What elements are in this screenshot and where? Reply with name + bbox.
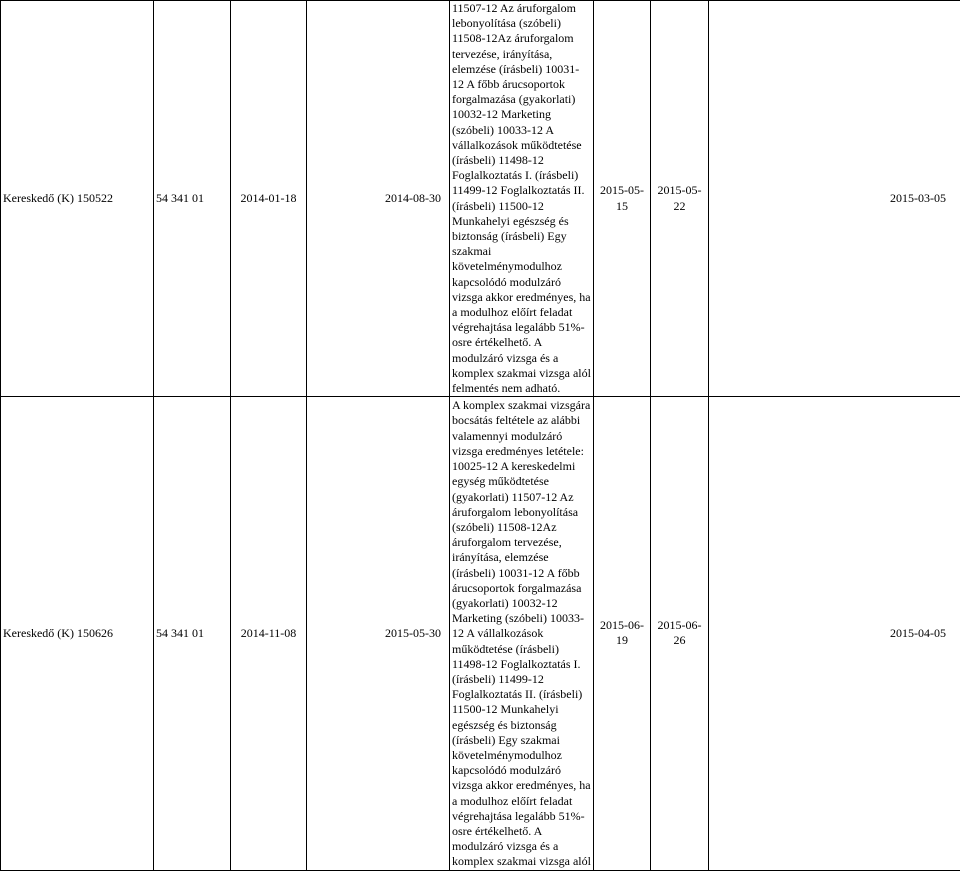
end-date-cell: 2014-08-30 <box>307 1 450 397</box>
requirements-text: 11507-12 Az áruforgalom lebonyolítása (szóbeli) 11508-12Az áruforgalom tervezése, irányítása, elemzése (írásbeli) 10031-12 A főbb árucsoportok forgalmazása (gyakorlati) 10032-12 Marketing (szóbeli) 10033-12 A vállalkozások működtetése (írásbeli) 11498-12 Foglalkoztatás I. (írásbeli) 11499-12 Foglalkoztatás II. (írásbeli) 11500-12 Munkahelyi egészség és biztonság (írásbeli) Egy szakmai követelménymodulhoz kapcsolódó modulzáró vizsga akkor eredményes, ha a modulhoz előírt feladat végrehajtása legalább 51%-osre értékelhető. A modulzáró vizsga és a komplex szakmai vizsga alól felmentés nem adható. <box>452 1 591 396</box>
written-exam-date-cell: 2015-05-15 <box>594 1 651 397</box>
course-name-cell: Kereskedő (K) 150626 <box>1 397 154 870</box>
end-date-cell: 2015-05-30 <box>307 397 450 870</box>
requirements-cell <box>450 397 594 870</box>
oral-exam-date-cell: 2015-06-26 <box>651 397 709 870</box>
start-date-cell: 2014-01-18 <box>231 1 307 397</box>
written-exam-date-cell: 2015-06-19 <box>594 397 651 870</box>
table-row <box>1 1 960 397</box>
requirements-cell <box>450 1 594 397</box>
application-deadline-cell: 2015-04-05 <box>709 397 960 870</box>
qualification-code-cell: 54 341 01 <box>154 397 231 870</box>
course-name-cell: Kereskedő (K) 150522 <box>1 1 154 397</box>
table-row <box>1 397 960 870</box>
oral-exam-date-cell: 2015-05-22 <box>651 1 709 397</box>
requirements-text: A komplex szakmai vizsgára bocsátás feltétele az alábbi valamennyi modulzáró vizsga eredményes letétele: 10025-12 A kereskedelmi egység működtetése (gyakorlati) 11507-12 Az áruforgalom lebonyolítása (szóbeli) 11508-12Az áruforgalom tervezése, irányítása, elemzése (írásbeli) 10031-12 A főbb árucsoportok forgalmazása (gyakorlati) 10032-12 Marketing (szóbeli) 10033-12 A vállalkozások működtetése (írásbeli) 11498-12 Foglalkoztatás I. (írásbeli) 11499-12 Foglalkoztatás II. (írásbeli) 11500-12 Munkahelyi egészség és biztonság (írásbeli) Egy szakmai követelménymodulhoz kapcsolódó modulzáró vizsga akkor eredményes, ha a modulhoz előírt feladat végrehajtása legalább 51%-osre értékelhető. A modulzáró vizsga és a komplex szakmai vizsga alól <box>452 398 591 869</box>
application-deadline-cell: 2015-03-05 <box>709 1 960 397</box>
start-date-cell: 2014-11-08 <box>231 397 307 870</box>
qualification-code-cell: 54 341 01 <box>154 1 231 397</box>
